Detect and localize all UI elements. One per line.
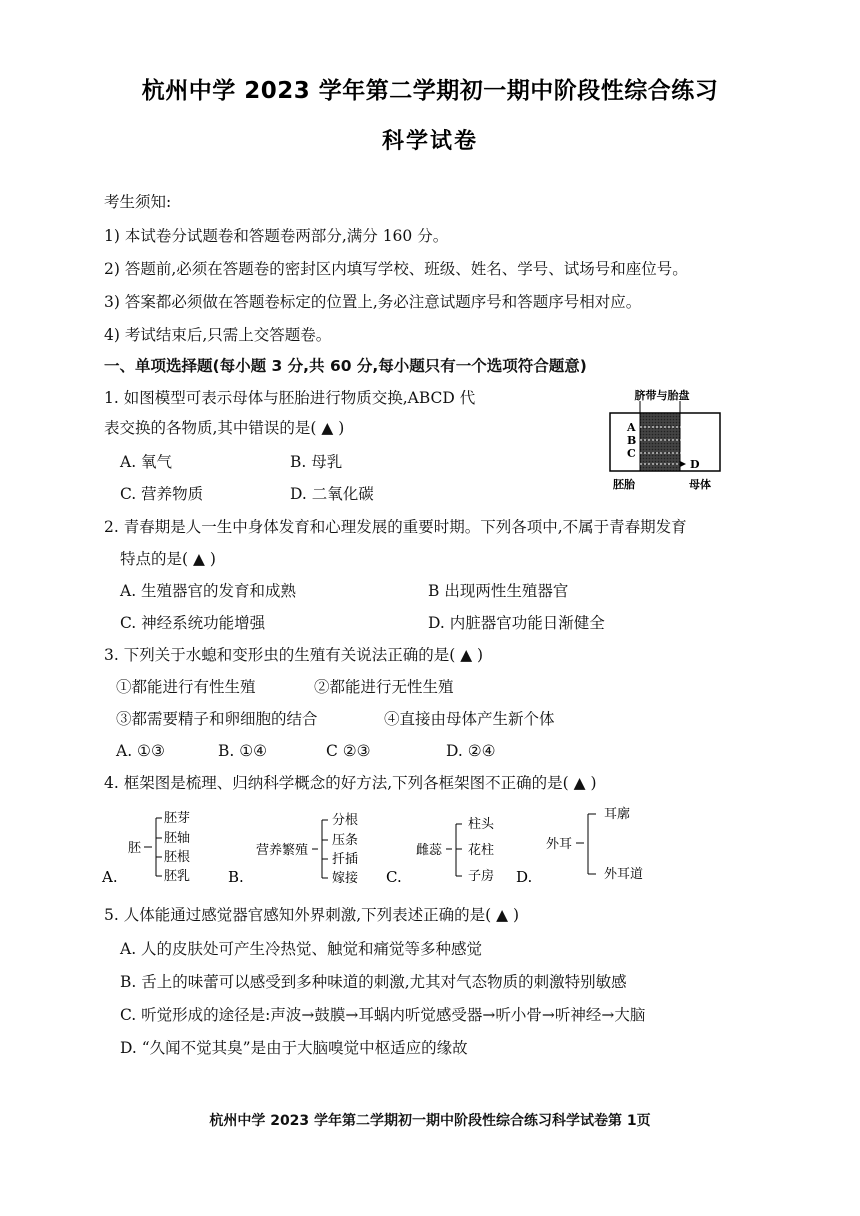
question-stem: 特点的是( ▲ ) — [120, 550, 216, 568]
notice-item: 1) 本试卷分试题卷和答题卷两部分,满分 160 分。 — [104, 227, 449, 245]
option-b: B 出现两性生殖器官 — [428, 582, 569, 600]
statement: ①都能进行有性生殖 — [116, 678, 256, 696]
option-a: A. ①③ — [116, 742, 165, 760]
option-a: A. 氧气 — [120, 453, 173, 471]
diagram-child: 胚根 — [164, 850, 191, 865]
concept-diagram-d — [514, 800, 664, 890]
placenta-exchange-figure — [600, 385, 740, 495]
option-b: B. ①④ — [218, 742, 268, 760]
notice-item: 2) 答题前,必须在答题卷的密封区内填写学校、班级、姓名、学号、试场号和座位号。 — [104, 260, 688, 278]
figure-letter-c: C — [627, 447, 636, 460]
diagram-child: 外耳道 — [604, 867, 644, 882]
diagram-child: 子房 — [468, 869, 495, 884]
question-stem: 3. 下列关于水螅和变形虫的生殖有关说法正确的是( ▲ ) — [104, 646, 484, 664]
option-d: D. 二氧化碳 — [290, 485, 374, 503]
diagram-root: 营养繁殖 — [256, 843, 309, 858]
option-c: C. 听觉形成的途径是:声波→鼓膜→耳蜗内听觉感受器→听小骨→听神经→大脑 — [120, 1006, 646, 1024]
option-c: C. 营养物质 — [120, 485, 204, 503]
notice-item: 3) 答案都必须做在答题卷标定的位置上,务必注意试题序号和答题序号相对应。 — [104, 293, 642, 311]
option-a: A. 生殖器官的发育和成熟 — [120, 582, 297, 600]
question-stem: 5. 人体能通过感觉器官感知外界刺激,下列表述正确的是( ▲ ) — [104, 906, 520, 924]
option-d: D. 内脏器官功能日渐健全 — [428, 614, 605, 632]
statement: ②都能进行无性生殖 — [314, 678, 454, 696]
figure-left-label: 胚胎 — [613, 478, 635, 491]
figure-letter-b: B — [627, 434, 637, 447]
diagram-root: 外耳 — [546, 837, 573, 852]
figure-letter-a: A — [627, 421, 636, 434]
page-footer: 杭州中学 2023 学年第二学期初一期中阶段性综合练习科学试卷第 1页 — [209, 1113, 651, 1129]
diagram-child: 胚轴 — [164, 831, 191, 846]
diagram-root: 胚 — [128, 841, 142, 856]
option-b: B. 舌上的味蕾可以感受到多种味道的刺激,尤其对气态物质的刺激特别敏感 — [120, 973, 627, 991]
concept-diagram-b — [226, 806, 376, 888]
diagram-child: 花柱 — [468, 843, 495, 858]
diagram-option-label: A. — [102, 868, 118, 886]
figure-top-label: 脐带与胎盘 — [634, 389, 690, 402]
question-stem: 表交换的各物质,其中错误的是( ▲ ) — [104, 419, 345, 437]
diagram-child: 柱头 — [468, 817, 495, 832]
page-subtitle: 科学试卷 — [381, 129, 478, 154]
diagram-child: 压条 — [332, 833, 359, 848]
option-d: D. ②④ — [446, 742, 496, 760]
notice-item: 4) 考试结束后,只需上交答题卷。 — [104, 326, 332, 344]
diagram-root: 雌蕊 — [416, 843, 443, 858]
option-b: B. 母乳 — [290, 453, 343, 471]
option-a: A. 人的皮肤处可产生冷热觉、触觉和痛觉等多种感觉 — [120, 940, 483, 958]
diagram-child: 嫁接 — [332, 871, 359, 886]
figure-letter-d: D — [690, 458, 700, 471]
statement: ③都需要精子和卵细胞的结合 — [116, 710, 318, 728]
page-title: 杭州中学 2023 学年第二学期初一期中阶段性综合练习 — [141, 78, 719, 104]
diagram-option-label: C. — [386, 868, 402, 886]
concept-diagram-c — [384, 806, 524, 888]
concept-diagram-a — [100, 806, 210, 888]
diagram-child: 扦插 — [332, 852, 359, 867]
question-stem: 1. 如图模型可表示母体与胚胎进行物质交换,ABCD 代 — [104, 389, 476, 407]
option-d: D. “久闻不觉其臭”是由于大脑嗅觉中枢适应的缘故 — [120, 1039, 468, 1057]
notice-heading: 考生须知: — [104, 193, 172, 211]
diagram-child: 胚芽 — [164, 811, 191, 826]
option-c: C. 神经系统功能增强 — [120, 614, 266, 632]
diagram-child: 耳廓 — [604, 807, 631, 822]
diagram-child: 分根 — [332, 813, 359, 828]
diagram-option-label: D. — [516, 868, 533, 886]
diagram-child: 胚乳 — [164, 869, 191, 884]
option-c: C ②③ — [326, 742, 371, 760]
question-stem: 4. 框架图是梳理、归纳科学概念的好方法,下列各框架图不正确的是( ▲ ) — [104, 774, 597, 792]
section-heading: 一、单项选择题(每小题 3 分,共 60 分,每小题只有一个选项符合题意) — [104, 357, 587, 375]
figure-right-label: 母体 — [689, 478, 711, 491]
diagram-option-label: B. — [228, 868, 244, 886]
question-stem: 2. 青春期是人一生中身体发育和心理发展的重要时期。下列各项中,不属于青春期发育 — [104, 518, 687, 536]
statement: ④直接由母体产生新个体 — [384, 710, 555, 728]
